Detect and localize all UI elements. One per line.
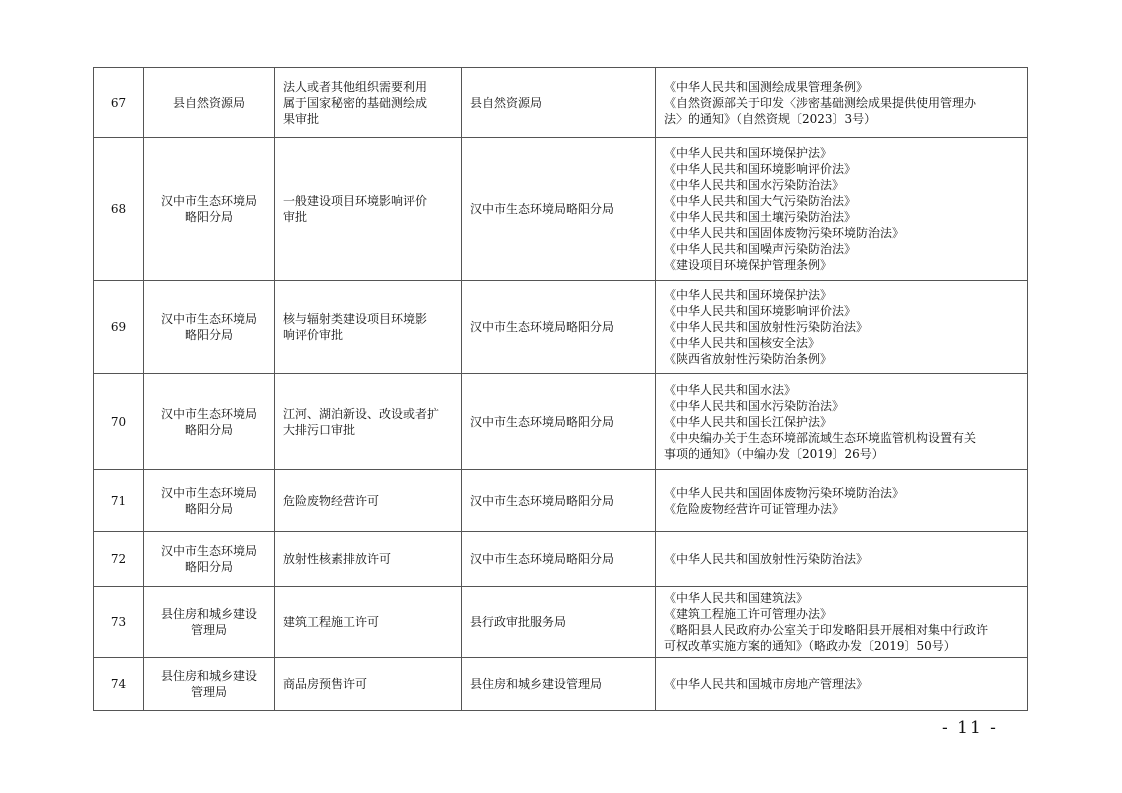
table-row — [94, 374, 1028, 470]
row-number: 70 — [94, 374, 144, 470]
item-name-cell: 一般建设项目环境影响评价 审批 — [275, 138, 462, 281]
legal-basis-line: 《陕西省放射性污染防治条例》 — [664, 352, 833, 366]
implementing-org-cell: 县住房和城乡建设管理局 — [462, 658, 656, 711]
legal-basis-line: 《中华人民共和国噪声污染防治法》 — [664, 242, 857, 256]
item-name-cell: 核与辐射类建设项目环境影 响评价审批 — [275, 281, 462, 374]
legal-basis-cell — [656, 587, 1028, 658]
row-number: 74 — [94, 658, 144, 711]
legal-basis-line: 法〉的通知》（自然资规〔2023〕3号） — [664, 111, 877, 126]
legal-basis-line: 《中华人民共和国放射性污染防治法》 — [664, 320, 869, 334]
legal-basis-line: 《略阳县人民政府办公室关于印发略阳县开展相对集中行政许 — [664, 623, 989, 637]
table-row — [94, 281, 1028, 374]
item-name-cell: 商品房预售许可 — [275, 658, 462, 711]
legal-basis-line: 《自然资源部关于印发〈涉密基础测绘成果提供使用管理办 — [664, 95, 977, 110]
row-number: 68 — [94, 138, 144, 281]
department-cell: 县住房和城乡建设 管理局 — [144, 587, 275, 658]
row-number: 72 — [94, 532, 144, 587]
department-cell: 汉中市生态环境局 略阳分局 — [144, 281, 275, 374]
department-cell: 汉中市生态环境局 略阳分局 — [144, 374, 275, 470]
department-cell: 汉中市生态环境局 略阳分局 — [144, 138, 275, 281]
department-cell: 县自然资源局 — [144, 68, 275, 138]
legal-basis-line: 《中华人民共和国放射性污染防治法》 — [664, 552, 869, 566]
legal-basis-cell — [656, 374, 1028, 470]
legal-basis-line: 《中华人民共和国环境影响评价法》 — [664, 304, 857, 318]
table-row — [94, 470, 1028, 532]
implementing-org-cell: 汉中市生态环境局略阳分局 — [462, 374, 656, 470]
legal-basis-line: 《中华人民共和国核安全法》 — [664, 336, 821, 350]
table-row — [94, 68, 1028, 138]
implementing-org-cell: 汉中市生态环境局略阳分局 — [462, 470, 656, 532]
legal-basis-line: 《中华人民共和国水污染防治法》 — [664, 398, 845, 413]
item-name-cell: 江河、湖泊新设、改设或者扩 大排污口审批 — [275, 374, 462, 470]
legal-basis-line: 《危险废物经营许可证管理办法》 — [664, 501, 845, 516]
legal-basis-line: 《中华人民共和国固体废物污染环境防治法》 — [664, 485, 905, 500]
department-cell: 汉中市生态环境局 略阳分局 — [144, 532, 275, 587]
legal-basis-line: 《中华人民共和国建筑法》 — [664, 591, 809, 605]
table-row — [94, 532, 1028, 587]
implementing-org-cell: 县行政审批服务局 — [462, 587, 656, 658]
row-number: 71 — [94, 470, 144, 532]
item-name-cell: 法人或者其他组织需要利用 属于国家秘密的基础测绘成 果审批 — [275, 68, 462, 138]
legal-basis-line: 《中华人民共和国环境保护法》 — [664, 146, 833, 160]
department-cell: 汉中市生态环境局 略阳分局 — [144, 470, 275, 532]
legal-basis-line: 《中华人民共和国水法》 — [664, 382, 797, 397]
approval-items-table — [93, 67, 1028, 711]
legal-basis-cell — [656, 532, 1028, 587]
row-number: 73 — [94, 587, 144, 658]
legal-basis-line: 可权改革实施方案的通知》（略政办发〔2019〕50号） — [664, 639, 956, 653]
table-row — [94, 658, 1028, 711]
legal-basis-line: 《中华人民共和国长江保护法》 — [664, 414, 833, 429]
item-name-cell: 放射性核素排放许可 — [275, 532, 462, 587]
legal-basis-cell — [656, 470, 1028, 532]
legal-basis-line: 事项的通知》（中编办发〔2019〕26号） — [664, 446, 884, 461]
legal-basis-line: 《中华人民共和国土壤污染防治法》 — [664, 210, 857, 224]
legal-basis-line: 《中央编办关于生态环境部流域生态环境监管机构设置有关 — [664, 430, 977, 445]
legal-basis-line: 《中华人民共和国水污染防治法》 — [664, 178, 845, 192]
item-name-cell: 建筑工程施工许可 — [275, 587, 462, 658]
legal-basis-line: 《建筑工程施工许可管理办法》 — [664, 607, 833, 621]
legal-basis-cell — [656, 138, 1028, 281]
implementing-org-cell: 汉中市生态环境局略阳分局 — [462, 532, 656, 587]
legal-basis-cell — [656, 281, 1028, 374]
legal-basis-line: 《中华人民共和国环境影响评价法》 — [664, 162, 857, 176]
item-name-cell: 危险废物经营许可 — [275, 470, 462, 532]
legal-basis-line: 《中华人民共和国大气污染防治法》 — [664, 194, 857, 208]
department-cell: 县住房和城乡建设 管理局 — [144, 658, 275, 711]
legal-basis-cell — [656, 68, 1028, 138]
legal-basis-line: 《建设项目环境保护管理条例》 — [664, 258, 833, 272]
table-row — [94, 587, 1028, 658]
legal-basis-line: 《中华人民共和国固体废物污染环境防治法》 — [664, 226, 905, 240]
implementing-org-cell: 汉中市生态环境局略阳分局 — [462, 138, 656, 281]
legal-basis-cell — [656, 658, 1028, 711]
row-number: 69 — [94, 281, 144, 374]
legal-basis-line: 《中华人民共和国环境保护法》 — [664, 288, 833, 302]
page-number: - 11 - — [942, 718, 998, 738]
implementing-org-cell: 汉中市生态环境局略阳分局 — [462, 281, 656, 374]
implementing-org-cell: 县自然资源局 — [462, 68, 656, 138]
legal-basis-line: 《中华人民共和国测绘成果管理条例》 — [664, 79, 869, 94]
row-number: 67 — [94, 68, 144, 138]
table-row — [94, 138, 1028, 281]
legal-basis-line: 《中华人民共和国城市房地产管理法》 — [664, 677, 869, 691]
